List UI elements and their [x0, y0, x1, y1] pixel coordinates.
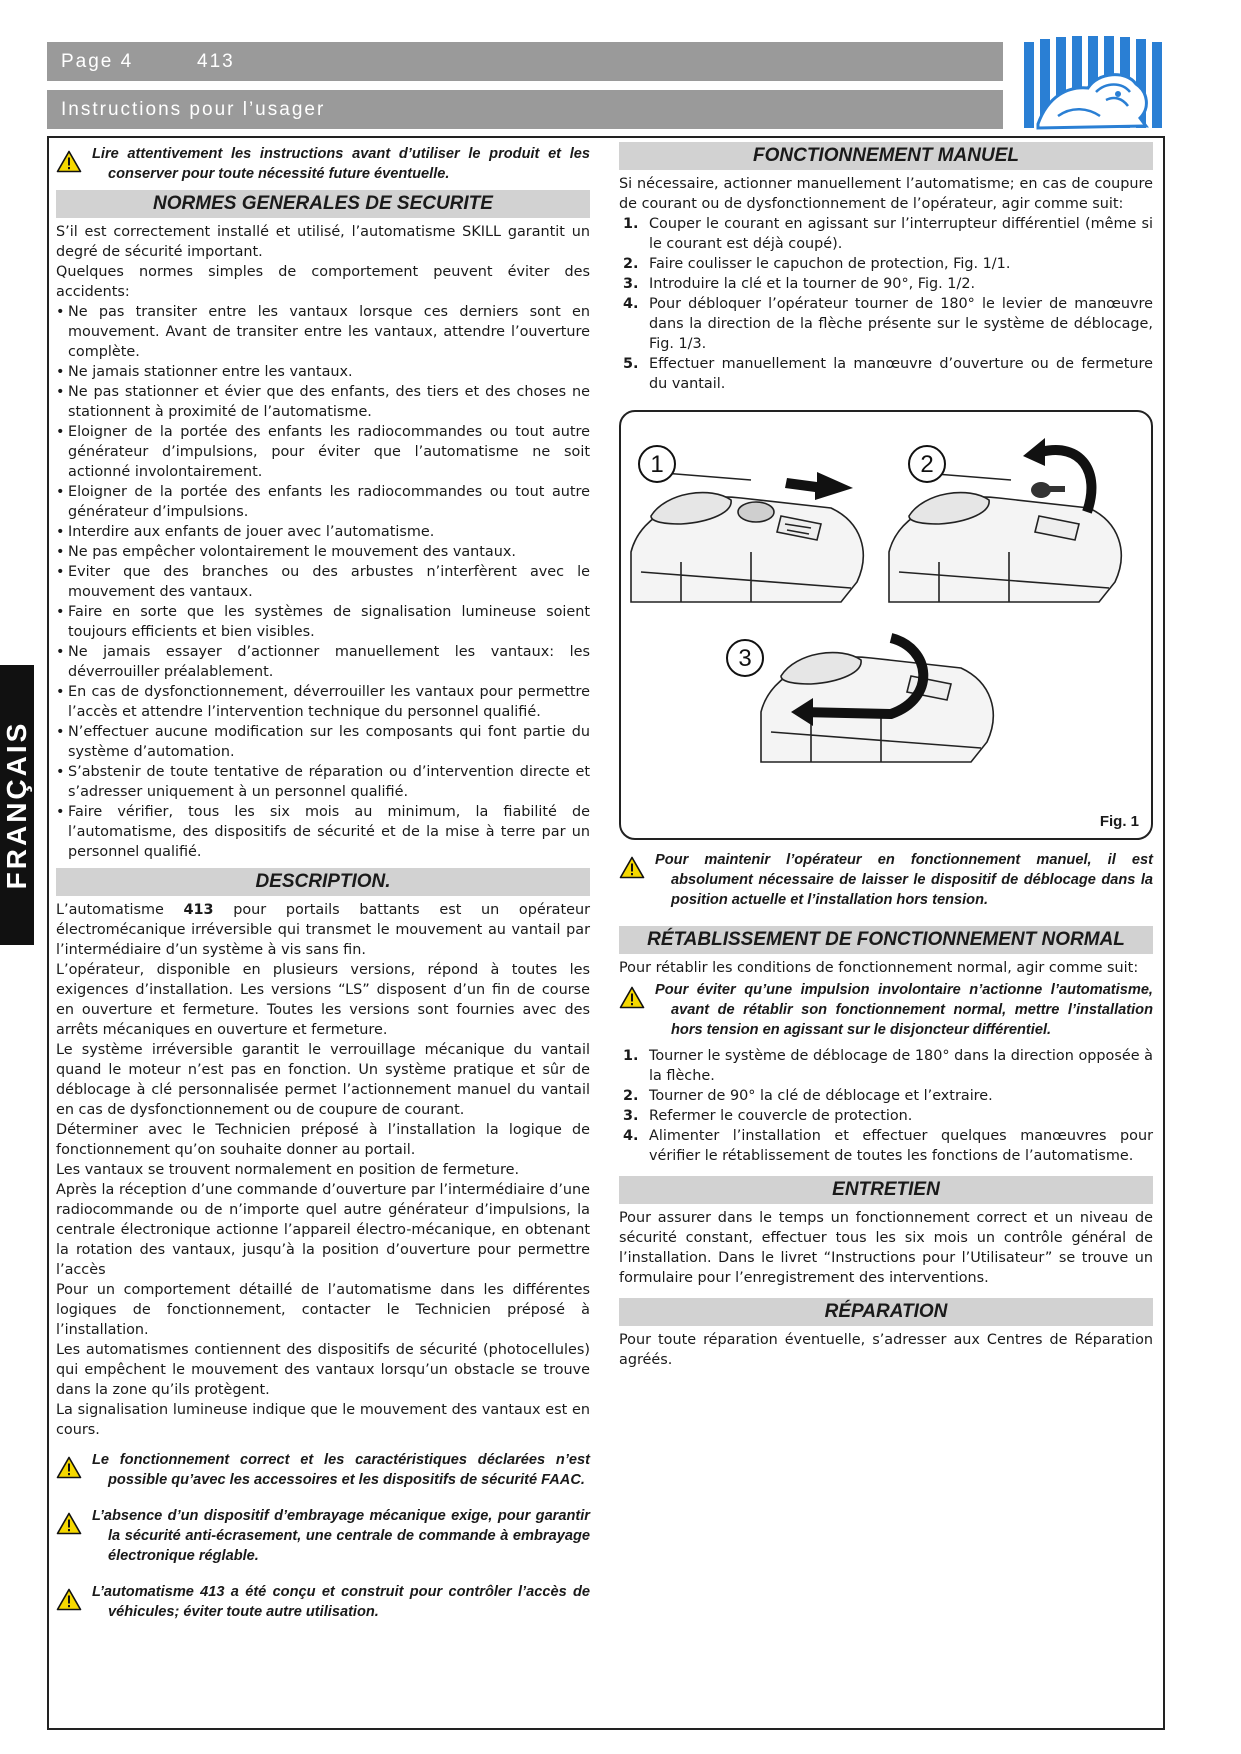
list-item: [619, 354, 1153, 394]
warning-vehicle-use: [56, 1582, 590, 1622]
list-item: [619, 294, 1153, 354]
step-number: 2.: [623, 1088, 639, 1104]
step-text: Pour débloquer l’opérateur tourner de 180° le levier de manœuvre dans la direction de la flèche présente sur le système de déblocage, Fig. 1/3.: [649, 296, 1153, 352]
warning-triangle-icon: [56, 1582, 92, 1617]
warning-text: Pour maintenir l’opérateur en fonctionnement manuel, il est absolument nécessaire de laisser le dispositif de déblocage dans la position actuelle et l’installation hors tension.: [655, 852, 1153, 908]
section-title-safety: NORMES GENERALES DE SECURITE: [56, 190, 590, 218]
lion-gate-logo: [1018, 36, 1170, 136]
header-bar-page: [47, 42, 1003, 81]
step-text: Couper le courant en agissant sur l’interrupteur différentiel (même si le courant est déjà coupé).: [649, 216, 1153, 252]
warning-clutch: [56, 1506, 590, 1566]
manual-mode-warning: [619, 850, 1153, 910]
step-text: Effectuer manuellement la manœuvre d’ouverture ou de fermeture du vantail.: [649, 356, 1153, 392]
figure-step-label: 1: [650, 451, 664, 478]
section-title-restore: RÉTABLISSEMENT DE FONCTIONNEMENT NORMAL: [619, 926, 1153, 954]
figure-caption: Fig. 1: [1099, 813, 1139, 830]
key-icon: [1031, 482, 1065, 498]
figure-illustration: [621, 412, 1151, 838]
warning-text: Pour éviter qu’une impulsion involontaire n’actionne l’automatisme, avant de rétablir son fonctionnement normal, mettre l’installation hors tension en agissant sur le disjoncteur différentiel.: [655, 982, 1153, 1038]
step-number: 4.: [623, 296, 639, 312]
description-paragraph-5: Les vantaux se trouvent normalement en position de fermeture.: [56, 1162, 520, 1178]
section-title-description: DESCRIPTION.: [56, 868, 590, 896]
language-tab: [0, 665, 34, 945]
list-item: [619, 1126, 1153, 1166]
list-item: [619, 1046, 1153, 1086]
list-item: • Faire en sorte que les systèmes de signalisation lumineuse soient toujours efficients et bien visibles.: [56, 602, 590, 642]
description-paragraph-1: [56, 900, 590, 960]
step-number: 5.: [623, 356, 639, 372]
list-item: • Ne jamais stationner entre les vantaux.: [56, 362, 590, 382]
step-number: 2.: [623, 256, 639, 272]
step-text: Refermer le couvercle de protection.: [649, 1108, 913, 1124]
warning-text: L’absence d’un dispositif d’embrayage mécanique exige, pour garantir la sécurité anti-écrasement, une centrale de commande à embrayage électronique réglable.: [92, 1508, 590, 1564]
list-item: • Interdire aux enfants de jouer avec l’automatisme.: [56, 522, 590, 542]
description-paragraph-9: La signalisation lumineuse indique que le mouvement des vantaux est en cours.: [56, 1402, 590, 1438]
description-paragraph-6: Après la réception d’une commande d’ouverture par l’intermédiaire d’une radiocommande ou de n’importe quel autre générateur d’impulsions, la centrale électronique actionne l’appareil électro-mécanique, en obtenant la rotation des vantaux, jusqu’à la position d’ouverture pour permettre l’accès: [56, 1182, 590, 1278]
restore-intro: Pour rétablir les conditions de fonctionnement normal, agir comme suit:: [619, 960, 1139, 976]
warning-faac-accessories: [56, 1450, 590, 1490]
warning-triangle-icon: [56, 1506, 92, 1541]
list-item: • Eviter que des branches ou des arbustes n’interfèrent avec le mouvement des vantaux.: [56, 562, 590, 602]
language-label: FRANÇAIS: [1, 720, 32, 890]
restore-warning: [619, 980, 1153, 1040]
safety-paragraph-1: S’il est correctement installé et utilisé, l’automatisme SKILL garantit un degré de sécurité important.: [56, 224, 590, 260]
list-item: [619, 274, 1153, 294]
section-title-maintenance: ENTRETIEN: [619, 1176, 1153, 1204]
step-number: 1.: [623, 216, 639, 232]
figure-1-release-procedure: [619, 410, 1153, 840]
manual-intro: Si nécessaire, actionner manuellement l’automatisme; en cas de coupure de courant ou de dysfonctionnement de l’opérateur, agir comme suit:: [619, 176, 1153, 212]
intro-warning-text: Lire attentivement les instructions avant d’utiliser le produit et les conserver pour toute nécessité future éventuelle.: [92, 146, 590, 182]
intro-warning: [56, 144, 590, 184]
description-paragraph-2: L’opérateur, disponible en plusieurs versions, répond à toutes les exigences d’installation. Les versions “LS” disposent d’un fin de course en ouverture et fermeture. Toutes les versions sont fournies avec des arrêts mécaniques en ouverture et fermeture.: [56, 962, 590, 1038]
right-column: [619, 142, 1153, 1370]
list-item: • S’abstenir de toute tentative de réparation ou d’intervention directe et s’adresser uniquement à un personnel qualifié.: [56, 762, 590, 802]
model-highlight: 413: [183, 902, 214, 918]
section-title-manual: FONCTIONNEMENT MANUEL: [619, 142, 1153, 170]
list-item: • Ne pas empêcher volontairement le mouvement des vantaux.: [56, 542, 590, 562]
step-number: 3.: [623, 1108, 639, 1124]
step-text: Tourner de 90° la clé de déblocage et l’extraire.: [649, 1088, 993, 1104]
warning-text: L’automatisme 413 a été conçu et construit pour contrôler l’accès de véhicules; éviter toute autre utilisation.: [92, 1584, 590, 1620]
warning-text: Le fonctionnement correct et les caractéristiques déclarées n’est possible qu’avec les accessoires et les dispositifs de sécurité FAAC.: [92, 1452, 590, 1488]
left-column: [56, 142, 590, 1624]
list-item: • Ne pas transiter entre les vantaux lorsque ces derniers sont en mouvement. Avant de transiter entre les vantaux, attendre l’ouverture complète.: [56, 302, 590, 362]
list-item: • Faire vérifier, tous les six mois au minimum, la fiabilité de l’automatisme, des dispositifs de sécurité et de la mise à terre par un personnel qualifié.: [56, 802, 590, 862]
warning-triangle-icon: [619, 980, 655, 1015]
warning-triangle-icon: [56, 1450, 92, 1485]
list-item: • Ne jamais essayer d’actionner manuellement les vantaux: les déverrouiller préalablement.: [56, 642, 590, 682]
step-number: 3.: [623, 276, 639, 292]
description-paragraph-8: Les automatismes contiennent des dispositifs de sécurité (photocellules) qui empêchent le mouvement des vantaux lorsqu’un obstacle se trouve dans la zone qu’ils protègent.: [56, 1342, 590, 1398]
list-item: • N’effectuer aucune modification sur les composants qui font partie du système d’automation.: [56, 722, 590, 762]
list-item: • Ne pas stationner et évier que des enfants, des tiers et des choses ne stationnent à proximité de l’automatisme.: [56, 382, 590, 422]
page-number: Page 4: [61, 50, 134, 72]
list-item: [619, 254, 1153, 274]
step-number: 1.: [623, 1048, 639, 1064]
figure-step-label: 3: [738, 645, 752, 672]
warning-triangle-icon: [619, 850, 655, 885]
list-item: [619, 1106, 1153, 1126]
step-text: Introduire la clé et la tourner de 90°, Fig. 1/2.: [649, 276, 976, 292]
step-number: 4.: [623, 1128, 639, 1144]
maintenance-text: Pour assurer dans le temps un fonctionnement correct et un niveau de sécurité constant, effectuer tous les six mois un contrôle général de l’installation. Dans le livret “Instructions pour l’Utilisateur” se trouve un formulaire pour l’enregistrement des interventions.: [619, 1210, 1153, 1286]
description-text: pour portails battants est un opérateur électromécanique irréversible qui transmet le mouvement au vantail par l’intermédiaire d’un système à vis sans fin.: [56, 902, 590, 958]
section-title-repair: RÉPARATION: [619, 1298, 1153, 1326]
list-item: • Eloigner de la portée des enfants les radiocommandes ou tout autre générateur d’impulsions, pour éviter que l’automatisme ne soit actionné involontairement.: [56, 422, 590, 482]
description-paragraph-3: Le système irréversible garantit le verrouillage mécanique du vantail quand le moteur n’est pas en fonction. Un système pratique et sûr de déblocage à clé personnalisée permet l’actionnement manuel du vantail en cas de dysfonctionnement ou de coupure de courant.: [56, 1042, 590, 1118]
description-text: L’automatisme: [56, 902, 184, 918]
slide-arrow-icon: [785, 472, 853, 500]
header-bar-subtitle: [47, 90, 1003, 129]
warning-triangle-icon: [56, 144, 92, 179]
safety-list: [56, 302, 590, 862]
description-paragraph-7: Pour un comportement détaillé de l’automatisme dans les différentes logiques de fonctionnement, contacter le Technicien préposé à l’installation.: [56, 1282, 590, 1338]
description-paragraph-4: Déterminer avec le Technicien préposé à l’installation la logique de fonctionnement qu’on souhaite donner au portail.: [56, 1122, 590, 1158]
step-text: Tourner le système de déblocage de 180° dans la direction opposée à la flèche.: [649, 1048, 1153, 1084]
list-item: • Eloigner de la portée des enfants les radiocommandes ou tout autre générateur d’impulsions.: [56, 482, 590, 522]
safety-paragraph-2: Quelques normes simples de comportement peuvent éviter des accidents:: [56, 264, 590, 300]
manual-steps: [619, 214, 1153, 394]
step-text: Alimenter l’installation et effectuer quelques manœuvres pour vérifier le rétablissement de toutes les fonctions de l’automatisme.: [649, 1128, 1153, 1164]
page-subtitle: Instructions pour l’usager: [61, 98, 326, 120]
list-item: [619, 214, 1153, 254]
model-number: 413: [197, 50, 235, 72]
step-text: Faire coulisser le capuchon de protection, Fig. 1/1.: [649, 256, 1011, 272]
repair-text: Pour toute réparation éventuelle, s’adresser aux Centres de Réparation agréés.: [619, 1332, 1153, 1368]
restore-steps: [619, 1046, 1153, 1166]
list-item: [619, 1086, 1153, 1106]
list-item: • En cas de dysfonctionnement, déverrouiller les vantaux pour permettre l’accès et attendre l’intervention technique du personnel qualifié.: [56, 682, 590, 722]
figure-step-label: 2: [920, 451, 934, 478]
